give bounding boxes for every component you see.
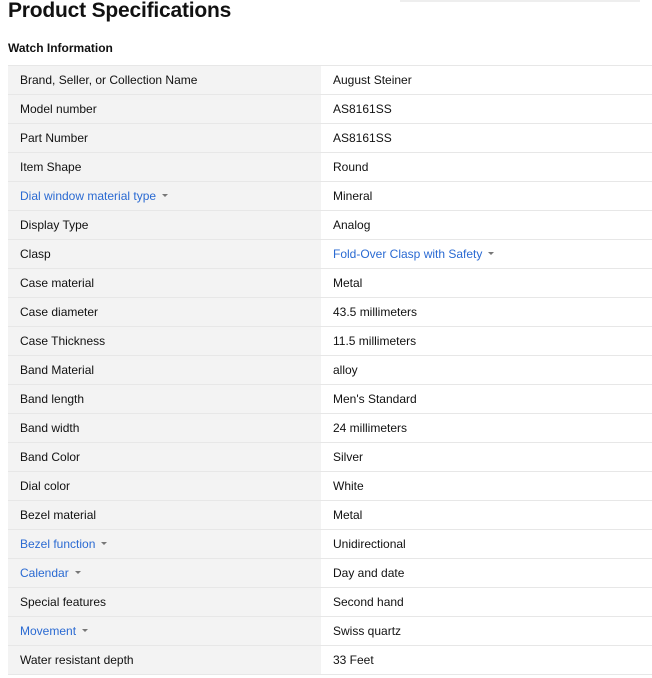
spec-label-text: Band width — [20, 421, 80, 435]
spec-value-text: 11.5 millimeters — [333, 334, 417, 348]
spec-label-text: Bezel material — [20, 508, 97, 522]
spec-value — [321, 646, 652, 675]
spec-value-text: Metal — [333, 276, 363, 290]
spec-row-case-thickness — [8, 327, 652, 356]
spec-value-text: Silver — [333, 450, 364, 464]
spec-label-text: Model number — [20, 102, 97, 116]
spec-label — [8, 443, 321, 472]
spec-label-text: Movement — [20, 624, 77, 638]
bezel-function-popover-link[interactable] — [20, 537, 107, 551]
caret-down-icon — [101, 542, 107, 545]
spec-value — [321, 153, 652, 182]
spec-label-text: Dial color — [20, 479, 71, 493]
spec-row-part-number — [8, 124, 652, 153]
spec-label — [8, 211, 321, 240]
spec-value — [321, 385, 652, 414]
spec-label — [8, 269, 321, 298]
caret-down-icon — [162, 194, 168, 197]
clasp-popover-link[interactable] — [333, 247, 494, 261]
calendar-popover-link[interactable] — [20, 566, 81, 580]
spec-label — [8, 472, 321, 501]
spec-row-case-diameter — [8, 298, 652, 327]
spec-value — [321, 95, 652, 124]
spec-label — [8, 356, 321, 385]
spec-row-special-features — [8, 588, 652, 617]
spec-value-text: Men's Standard — [333, 392, 417, 406]
spec-value — [321, 472, 652, 501]
spec-value — [321, 182, 652, 211]
dial-window-material-popover-link[interactable] — [20, 189, 168, 203]
spec-value-text: Analog — [333, 218, 371, 232]
spec-row-calendar — [8, 559, 652, 588]
spec-value — [321, 298, 652, 327]
spec-label — [8, 385, 321, 414]
spec-row-dial-color — [8, 472, 652, 501]
spec-row-case-material — [8, 269, 652, 298]
spec-value-text: AS8161SS — [333, 102, 392, 116]
spec-value — [321, 588, 652, 617]
spec-label — [8, 240, 321, 269]
spec-label-text: Clasp — [20, 247, 51, 261]
spec-value-text: Fold-Over Clasp with Safety — [333, 247, 483, 261]
spec-value — [321, 414, 652, 443]
section-heading: Watch Information — [8, 41, 113, 55]
spec-row-clasp — [8, 240, 652, 269]
page-title: Product Specifications — [8, 0, 232, 22]
spec-label-text: Case diameter — [20, 305, 99, 319]
spec-label — [8, 327, 321, 356]
spec-row-water-resistant-depth — [8, 646, 652, 675]
spec-label — [8, 124, 321, 153]
spec-row-bezel-material — [8, 501, 652, 530]
spec-label-text: Calendar — [20, 566, 69, 580]
spec-label-text: Display Type — [20, 218, 89, 232]
spec-row-bezel-function — [8, 530, 652, 559]
spec-row-movement — [8, 617, 652, 646]
spec-row-item-shape — [8, 153, 652, 182]
spec-row-band-length — [8, 385, 652, 414]
spec-label-text: Case material — [20, 276, 95, 290]
spec-value-text: Day and date — [333, 566, 405, 580]
caret-down-icon — [75, 571, 81, 574]
spec-value-text: Swiss quartz — [333, 624, 402, 638]
spec-value — [321, 530, 652, 559]
spec-value — [321, 240, 652, 269]
spec-value-text: White — [333, 479, 364, 493]
spec-label-text: Bezel function — [20, 537, 96, 551]
spec-value-text: Metal — [333, 508, 363, 522]
spec-label-text: Band length — [20, 392, 85, 406]
spec-label-text: Part Number — [20, 131, 89, 145]
spec-row-band-material — [8, 356, 652, 385]
spec-label — [8, 501, 321, 530]
spec-value — [321, 501, 652, 530]
spec-value — [321, 66, 652, 95]
spec-table — [8, 65, 652, 675]
movement-popover-link[interactable] — [20, 624, 88, 638]
spec-label — [8, 95, 321, 124]
spec-label — [8, 298, 321, 327]
spec-label — [8, 559, 321, 588]
spec-label-text: Band Color — [20, 450, 81, 464]
spec-label-text: Dial window material type — [20, 189, 157, 203]
spec-label-text: Band Material — [20, 363, 95, 377]
spec-label — [8, 617, 321, 646]
top-divider — [400, 0, 640, 2]
spec-value — [321, 617, 652, 646]
spec-label-text: Item Shape — [20, 160, 82, 174]
spec-value-text: alloy — [333, 363, 358, 377]
spec-label — [8, 414, 321, 443]
spec-label-text: Water resistant depth — [20, 653, 134, 667]
spec-label-text: Case Thickness — [20, 334, 106, 348]
caret-down-icon — [488, 252, 494, 255]
spec-value-text: AS8161SS — [333, 131, 392, 145]
spec-value-text: 24 millimeters — [333, 421, 408, 435]
spec-value-text: Unidirectional — [333, 537, 406, 551]
spec-value — [321, 211, 652, 240]
spec-row-band-color — [8, 443, 652, 472]
spec-label — [8, 66, 321, 95]
spec-value — [321, 443, 652, 472]
spec-value-text: Second hand — [333, 595, 404, 609]
caret-down-icon — [82, 629, 88, 632]
spec-row-band-width — [8, 414, 652, 443]
spec-label-text: Brand, Seller, or Collection Name — [20, 73, 198, 87]
spec-label — [8, 153, 321, 182]
spec-label — [8, 588, 321, 617]
spec-value-text: 33 Feet — [333, 653, 374, 667]
spec-row-brand — [8, 66, 652, 95]
spec-value-text: 43.5 millimeters — [333, 305, 418, 319]
spec-value — [321, 559, 652, 588]
spec-row-model-number — [8, 95, 652, 124]
spec-label — [8, 182, 321, 211]
spec-row-dial-window-material — [8, 182, 652, 211]
spec-value-text: Mineral — [333, 189, 373, 203]
spec-value — [321, 356, 652, 385]
spec-value — [321, 124, 652, 153]
spec-value — [321, 269, 652, 298]
spec-label — [8, 530, 321, 559]
spec-row-display-type — [8, 211, 652, 240]
spec-value-text: Round — [333, 160, 369, 174]
spec-value-text: August Steiner — [333, 73, 412, 87]
spec-label-text: Special features — [20, 595, 107, 609]
spec-label — [8, 646, 321, 675]
spec-value — [321, 327, 652, 356]
